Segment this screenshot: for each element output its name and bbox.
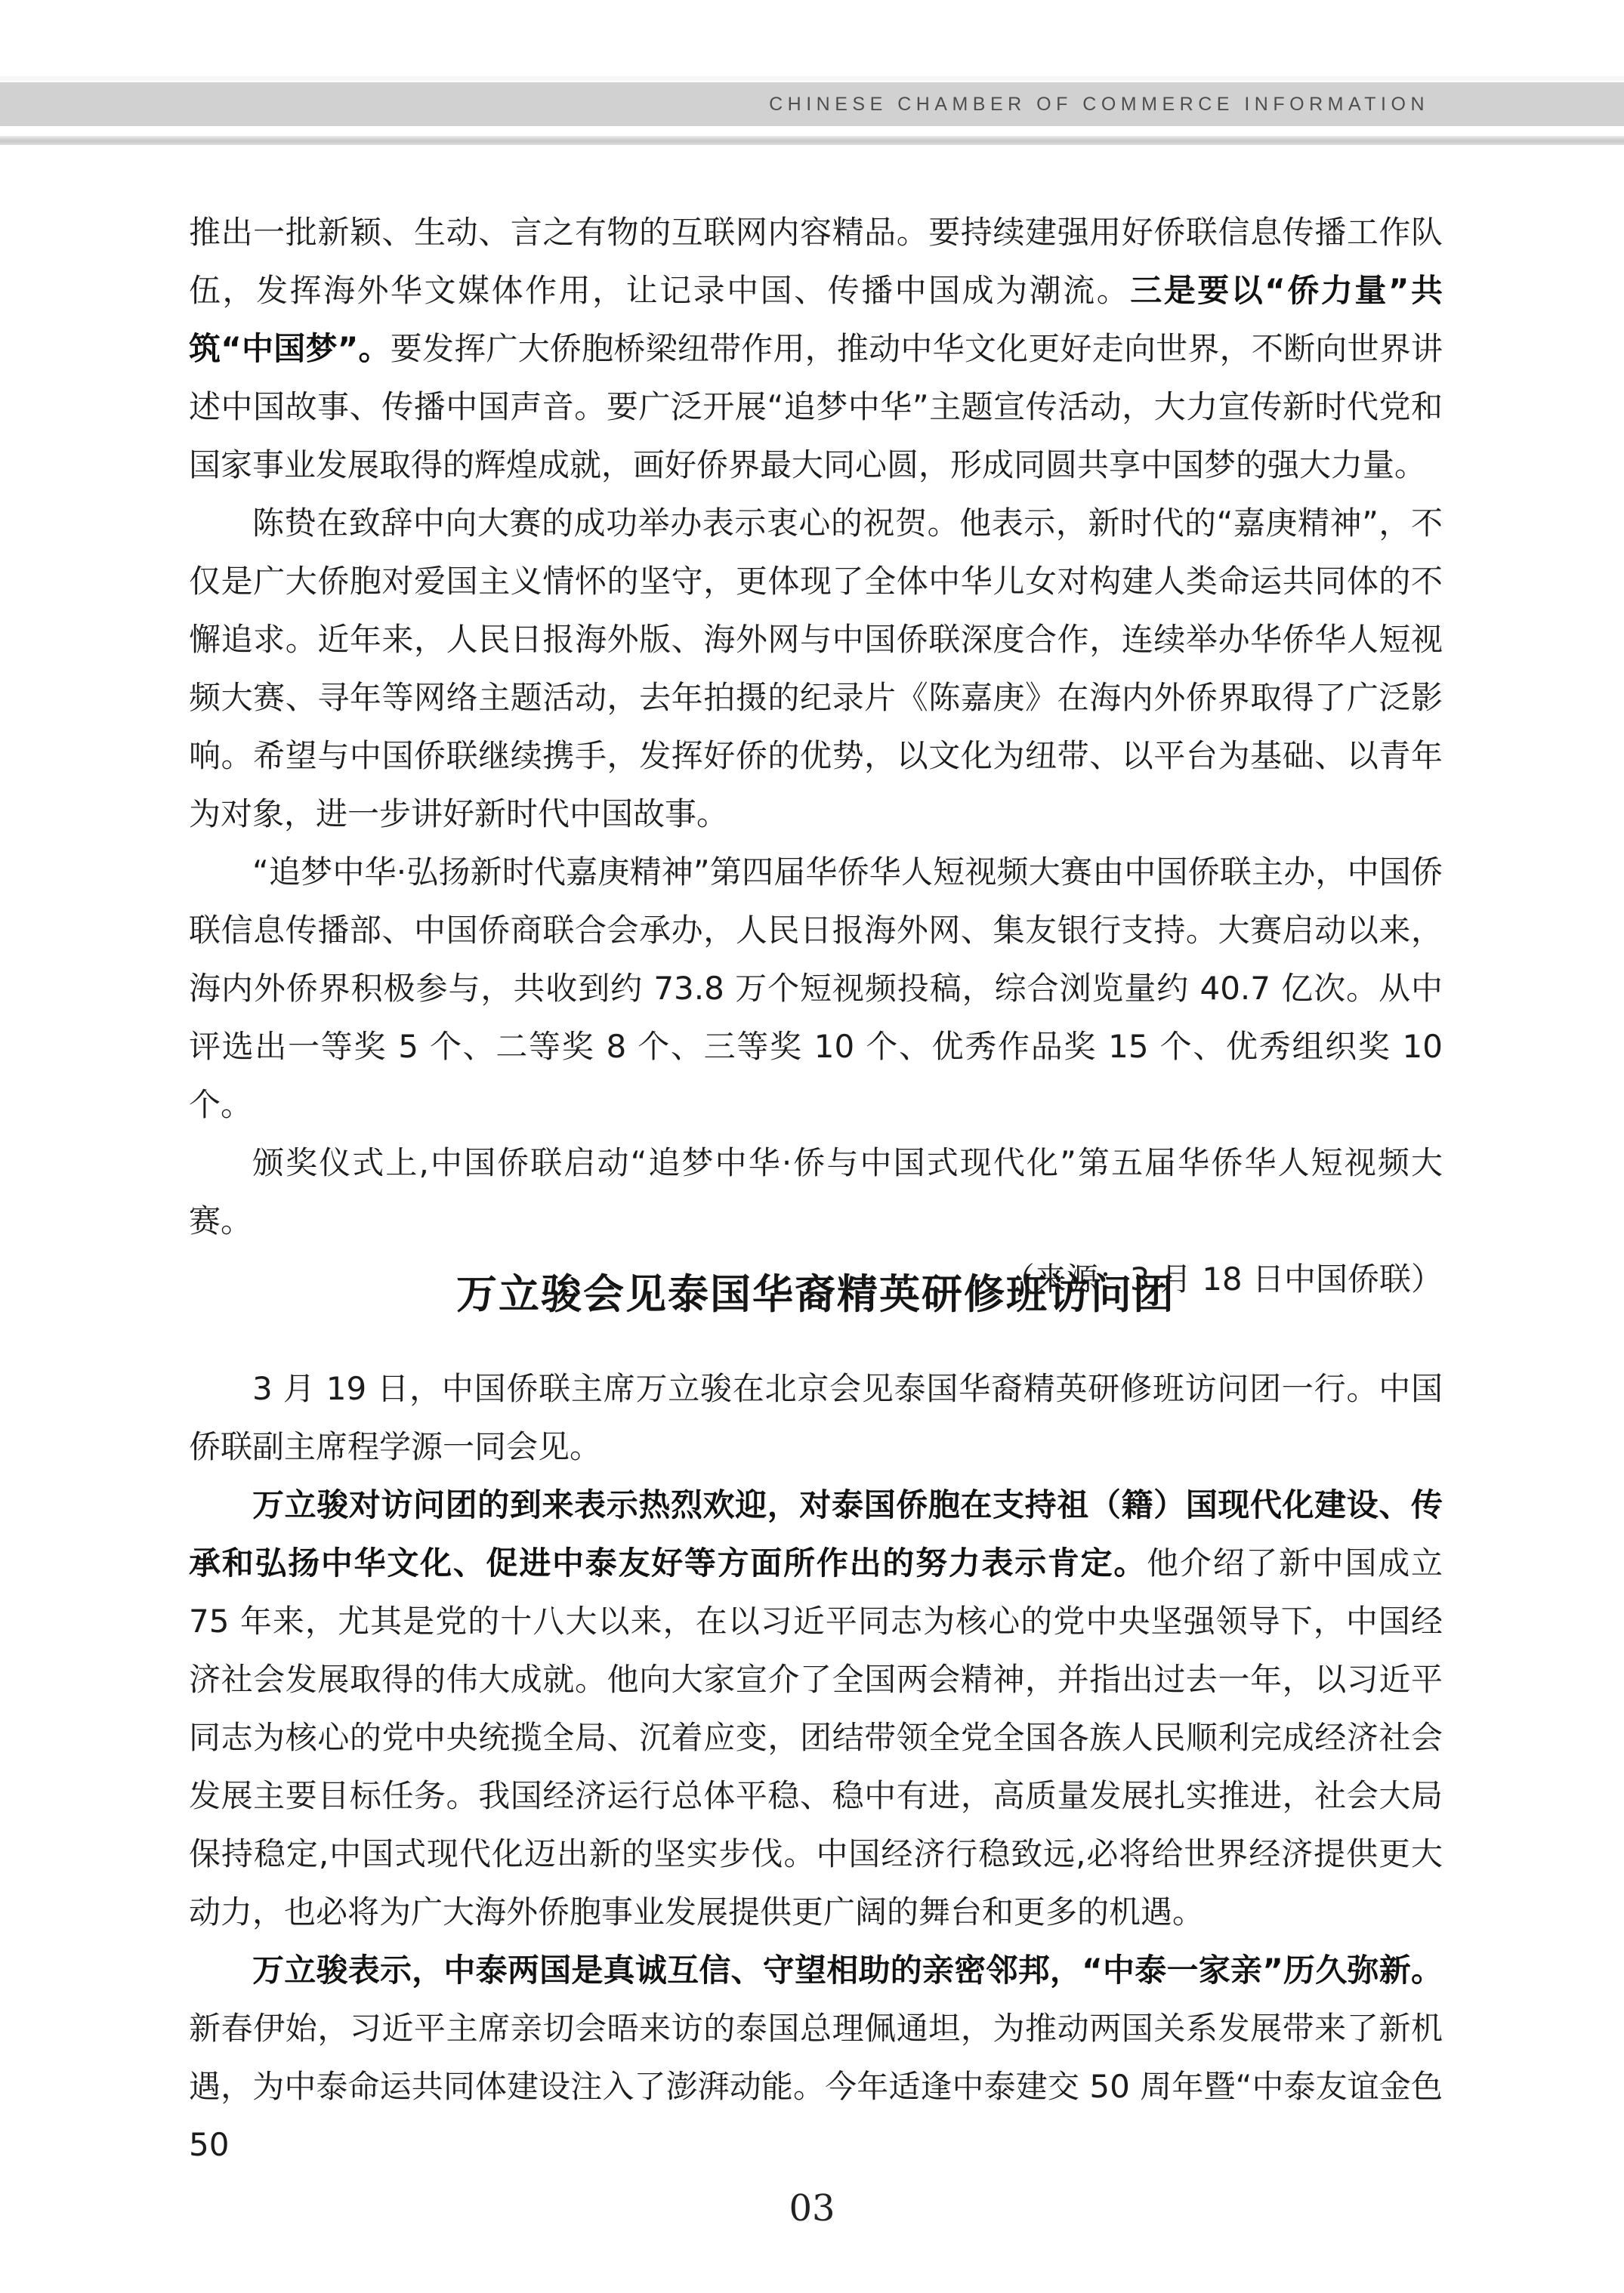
paragraph (189, 1359, 1443, 1476)
page-number: 03 (789, 2187, 835, 2230)
text-run: 他介绍了新中国成立 75 年来，尤其是党的十八大以来，在以习近平同志为核心的党中央坚强领导下，中国经济社会发展取得的伟大成就。他向大家宣介了全国两会精神，并指出过去一年，以习近平同志为核心的党中央统揽全局、沉着应变，团结带领全党全国各族人民顺利完成经济社会发展主要目标任务。我国经济运行总体平稳、稳中有进，高质量发展扎实推进，社会大局保持稳定,中国式现代化迈出新的坚实步伐。中国经济行稳致远,必将给世界经济提供更大动力，也必将为广大海外侨胞事业发展提供更广阔的舞台和更多的机遇。 (189, 1545, 1443, 1930)
paragraph (189, 843, 1443, 1134)
bold-text-run: 万立骏表示，中泰两国是真诚互信、守望相助的亲密邻邦，“中泰一家亲”历久弥新。 (252, 1952, 1443, 1989)
text-run: （来源：3 月 18 日中国侨联） (1002, 1261, 1443, 1298)
header-banner (0, 82, 1624, 126)
bold-text-run: 万立骏对访问团的到来表示热烈欢迎，对泰国侨胞在支持祖（籍）国现代化建设、传承和弘扬中华文化、促进中泰友好等方面所作出的努力表示肯定。 (189, 1486, 1443, 1582)
article-1-body (189, 203, 1443, 1308)
header-top-gap (0, 76, 1624, 81)
paragraph (189, 494, 1443, 843)
article-2-title: 万立骏会见泰国华裔精英研修班访问团 (456, 1270, 1175, 1318)
paragraph (189, 1941, 1443, 2174)
text-run: 新春伊始，习近平主席亲切会晤来访的泰国总理佩通坦，为推动两国关系发展带来了新机遇，为中泰命运共同体建设注入了澎湃动能。今年适逢中泰建交 50 周年暨“中泰友谊金色 50 (189, 2010, 1443, 2163)
text-run: 颁奖仪式上,中国侨联启动“追梦中华·侨与中国式现代化”第五届华侨华人短视频大赛。 (189, 1144, 1443, 1239)
header-divider-band (0, 136, 1624, 145)
header-banner-text: CHINESE CHAMBER OF COMMERCE INFORMATION (769, 94, 1429, 115)
text-run: 陈贽在致辞中向大赛的成功举办表示衷心的祝贺。他表示，新时代的“嘉庚精神”，不仅是广大侨胞对爱国主义情怀的坚守，更体现了全体中华儿女对构建人类命运共同体的不懈追求。近年来，人民日报海外版、海外网与中国侨联深度合作，连续举办华侨华人短视频大赛、寻年等网络主题活动，去年拍摄的纪录片《陈嘉庚》在海内外侨界取得了广泛影响。希望与中国侨联继续携手，发挥好侨的优势，以文化为纽带、以平台为基础、以青年为对象，进一步讲好新时代中国故事。 (189, 505, 1443, 832)
bold-text-run: 三是要以“侨力量”共筑“中国梦”。 (189, 272, 1443, 367)
text-run: 要发挥广大侨胞桥梁纽带作用，推动中华文化更好走向世界，不断向世界讲述中国故事、传播中国声音。要广泛开展“追梦中华”主题宣传活动，大力宣传新时代党和国家事业发展取得的辉煌成就，画好侨界最大同心圆，形成同圆共享中国梦的强大力量。 (189, 330, 1443, 483)
text-run: 推出一批新颖、生动、言之有物的互联网内容精品。要持续建强用好侨联信息传播工作队伍，发挥海外华文媒体作用，让记录中国、传播中国成为潮流。 (189, 214, 1443, 309)
article-2-body (189, 1359, 1443, 2174)
paragraph (189, 1476, 1443, 1941)
paragraph (189, 1134, 1443, 1250)
text-run: 3 月 19 日，中国侨联主席万立骏在北京会见泰国华裔精英研修班访问团一行。中国侨联副主席程学源一同会见。 (189, 1370, 1443, 1465)
text-run: “追梦中华·弘扬新时代嘉庚精神”第四届华侨华人短视频大赛由中国侨联主办，中国侨联信息传播部、中国侨商联合会承办，人民日报海外网、集友银行支持。大赛启动以来，海内外侨界积极参与，共收到约 73.8 万个短视频投稿，综合浏览量约 40.7 亿次。从中评选出一等奖 5 个、二等奖 8 个、三等奖 10 个、优秀作品奖 15 个、优秀组织奖 10 个。 (189, 853, 1443, 1123)
paragraph (189, 203, 1443, 494)
